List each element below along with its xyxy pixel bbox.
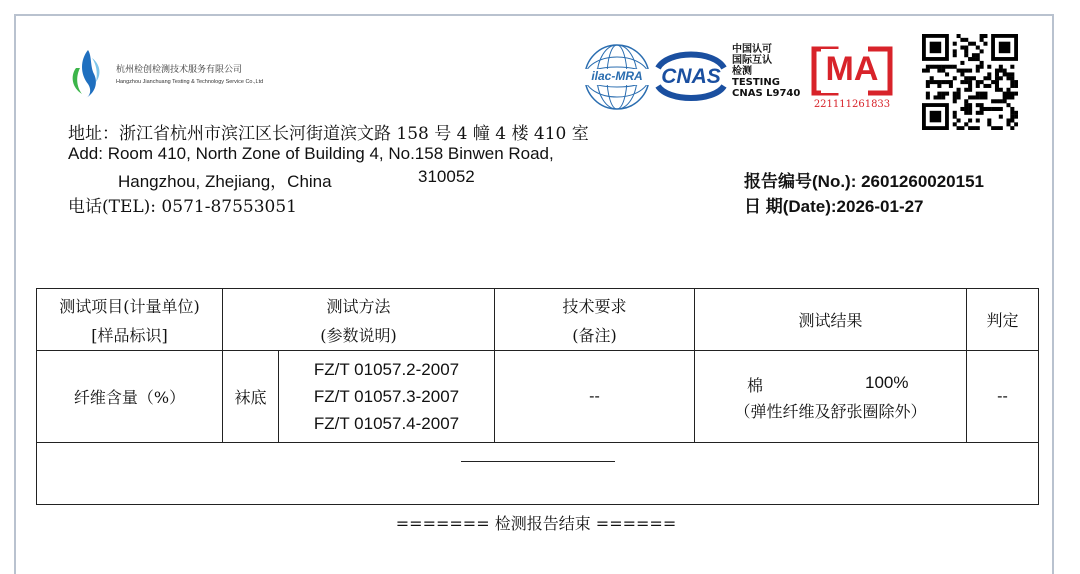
- cnas-cn-line1: 中国认可: [732, 44, 772, 55]
- result-value: 100%: [865, 373, 909, 392]
- ilac-mra-label: ilac-MRA: [591, 69, 643, 83]
- results-table: [36, 288, 1039, 505]
- cell-item: 纤维含量（%）: [37, 351, 223, 443]
- method-3: FZ/T 01057.4-2007: [313, 414, 460, 433]
- qr-code: [922, 34, 1018, 130]
- address-cn: 地址：浙江省杭州市滨江区长河街道滨文路 158 号 4 幢 4 楼 410 室: [68, 124, 589, 144]
- result-note: （弹性纤维及舒张圈除外）: [734, 402, 927, 421]
- ilac-mra-logo: [582, 42, 652, 112]
- company-name-en: Hangzhou Jianchuang Testing & Technology Service Co.,Ltd: [116, 79, 264, 85]
- cell-requirement: --: [495, 351, 695, 443]
- header-judge: 判定: [967, 289, 1039, 351]
- header-method: 测试方法 (参数说明): [223, 289, 495, 351]
- table-row: [37, 351, 1039, 443]
- address-tel: 电话(TEL): 0571-87553051: [68, 197, 297, 217]
- cma-label: MA: [825, 50, 879, 88]
- cma-logo: [808, 43, 896, 115]
- cnas-logo-label: CNAS: [661, 65, 721, 88]
- table-blank-row: [37, 443, 1039, 505]
- company-logo-icon: [66, 48, 106, 98]
- cell-judge: --: [967, 351, 1039, 443]
- result-fiber: 棉: [747, 376, 764, 395]
- company-name-cn: 杭州检创检测技术服务有限公司: [116, 65, 243, 75]
- report-page: [14, 14, 1054, 574]
- report-end-text: ======= 检测报告结束 ======: [395, 514, 677, 533]
- table-header-row: [37, 289, 1039, 351]
- cnas-text: [732, 44, 800, 99]
- company-logo: [66, 48, 296, 108]
- address-en-line1: Add: Room 410, North Zone of Building 4, No.158 Binwen Road,: [68, 144, 554, 163]
- cnas-logo: [652, 46, 730, 106]
- blank-divider: [461, 461, 615, 462]
- method-2: FZ/T 01057.3-2007: [313, 387, 460, 406]
- header-item: 测试项目(计量单位) [样品标识]: [37, 289, 223, 351]
- cell-blank: [37, 443, 1039, 505]
- report-date: 日 期(Date):2026-01-27: [744, 197, 924, 216]
- header-requirement: 技术要求 (备注): [495, 289, 695, 351]
- cnas-en-line: TESTING: [732, 77, 780, 88]
- cnas-cn-line2: 国际互认: [732, 55, 772, 66]
- cnas-code: CNAS L9740: [732, 88, 801, 99]
- address-en-line2: Hangzhou, Zhejiang，China: [118, 172, 332, 191]
- cell-methods: [279, 351, 495, 443]
- cell-result: [695, 351, 967, 443]
- cell-sample: 袜底: [223, 351, 279, 443]
- header-result: 测试结果: [695, 289, 967, 351]
- cnas-cn-line3: 检测: [732, 66, 752, 77]
- report-number: 报告编号(No.): 2601260020151: [744, 172, 985, 191]
- address-postcode: 310052: [418, 167, 475, 186]
- method-1: FZ/T 01057.2-2007: [313, 360, 460, 379]
- cma-number: 221111261833: [813, 99, 891, 110]
